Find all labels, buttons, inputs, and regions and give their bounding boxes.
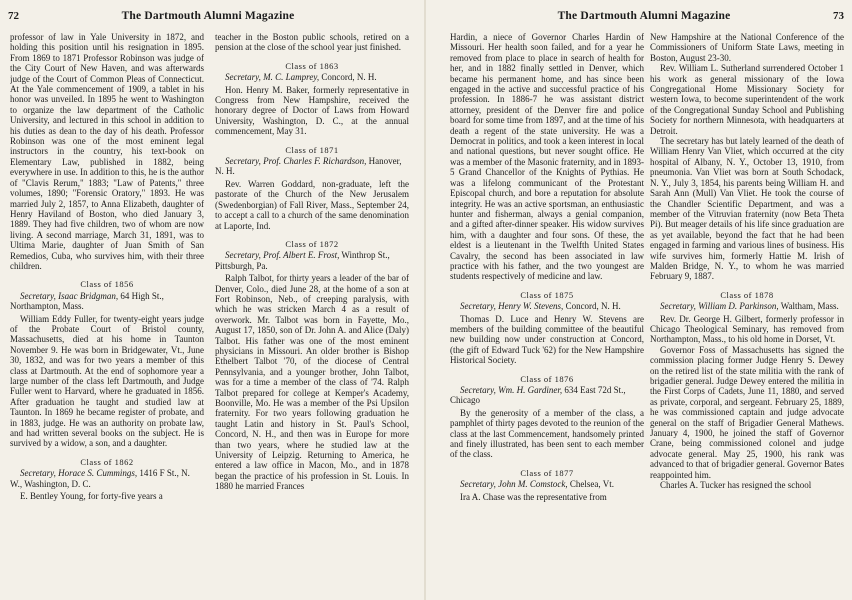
paragraph: Charles A. Tucker has resigned the school [660, 480, 812, 491]
secretary-label: Secretary, William D. Parkinson, [660, 301, 779, 312]
paragraph: Ira A. Chase was the representative from [460, 491, 607, 502]
secretary-label: Secretary, M. C. Lamprey, [225, 72, 320, 83]
page-number: 72 [8, 10, 19, 22]
secretary-label: Secretary, Horace S. Cummings, [20, 468, 138, 479]
secretary-address: Concord, N. H. [321, 72, 377, 83]
paragraph: Hardin, a niece of Governor Charles Hardin of Missouri. Her health soon failed, and for a year he removed from place to place in search of health for her, and in 1882 finally settled in Denver, which became his permanent home, and has since been engaged in the active and successful practice of his profession. In 1886-7 he was assistant district attorney, president of the Denver fire and police board for some time from 1897, and at the time of his death a regent of the state university. He was a Democrat in politics, and took a keen interest in local and national questions, but never sought office. He was a member of the Masonic fraternity, and in 1893-5 Grand Chancellor of the Knights of Pythias. He was a lifelong communicant of the Protestant Episcopal church, and bore a reputation for absolute integrity. He was an active sportsman, an enthusiastic hunter and fisherman, always a genial companion, and a gifted after-dinner speaker. His widow survives him, with a daughter and four sons. Of these, the eldest is a lieutenant in the Twelfth United States Cavalry, the second has been associated in law practice with his father, and the two youngest are students respectively of medicine and law. [450, 32, 644, 282]
secretary-line [10, 291, 204, 312]
class-heading-1863: Class of 1863 [285, 60, 339, 71]
secretary-label: Secretary, Isaac Bridgman, [20, 290, 119, 301]
magazine-title: The Dartmouth Alumni Magazine [121, 10, 295, 22]
left-page [0, 0, 416, 600]
left-column-2 [215, 32, 409, 600]
secretary-label: Secretary, Prof. Charles F. Richardson, [225, 156, 367, 167]
secretary-line [215, 72, 409, 82]
right-column-1 [450, 32, 644, 600]
right-column-2 [650, 32, 844, 600]
secretary-address: Winthrop St., Pittsburgh, Pa. [215, 250, 390, 271]
left-column-1 [10, 32, 204, 600]
secretary-line [10, 468, 204, 489]
right-page-header [444, 10, 844, 24]
magazine-title: The Dartmouth Alumni Magazine [557, 10, 731, 22]
paragraph: Rev. William L. Sutherland surrendered October 1 his work as general missionary of the Iowa Congregational Home Missionary Society for western Iowa, to become superintendent of the work of the Congregational Sunday School and Publishing Society for northern Minnesota, with headquarters at Detroit. [650, 63, 844, 136]
secretary-address: Waltham, Mass. [780, 301, 839, 312]
class-heading-1876: Class of 1876 [520, 373, 574, 384]
class-heading-1872: Class of 1872 [285, 238, 339, 249]
secretary-line [650, 301, 844, 311]
paragraph: By the generosity of a member of the class, a pamphlet of thirty pages devoted to the reunion of the class at the last Commencement, handsomely printed and finely illustrated, has been sent to each member of the class. [450, 407, 644, 460]
secretary-label: Secretary, Prof. Albert E. Frost, [225, 250, 340, 261]
secretary-address: Hanover, N. H. [215, 156, 402, 177]
secretary-line [215, 250, 409, 271]
paragraph: Rev. Warren Goddard, non-graduate, left the pastorate of the Church of the New Jerusalem (Swedenborgian) of Fall River, Mass., September 24, to accept a call to a church of the same denomination at Laporte, Ind. [215, 178, 409, 231]
class-heading-1875: Class of 1875 [520, 289, 574, 300]
secretary-label: Secretary, Wm. H. Gardiner, [460, 385, 563, 395]
paragraph: E. Bentley Young, for forty-five years a [20, 491, 163, 502]
paragraph: professor of law in Yale University in 1872, and holding this position until his resignation in 1895. From 1869 to 1871 Professor Robinson was judge of the City Court of New Haven, and was afterwards judge of the Court of Common Pleas of Connecticut. At the Yale commencement of 1909, a tablet in his honor was unveiled. In 1895 he went to Washington to organize the law department of the Catholic University, and lectured in this school in addition to his duties as dean to the day of his death. Professor Robinson was one of the most eminent legal instructors in the country, his text-book on Elementary Law, published in 1882, being everywhere in use. In addition to this, he is the author of "Clavis Rerum," 1883; "Law of Patents," three volumes, 1890; "Forensic Oratory," 1893. He was married July 2, 1857, to Anna Elizabeth, daughter of Henry Haviland of Boston, who died January 3, 1889. They had five children, two of whom are now living. A second marriage, March 31, 1891, was to Ultima Marie, daughter of Juan Smith of San Remedios, Cuba, who survives him, with their three children. [10, 32, 204, 271]
secretary-line [450, 479, 644, 489]
secretary-line [215, 156, 409, 177]
class-heading-1856: Class of 1856 [80, 279, 134, 290]
left-page-header [8, 10, 408, 24]
paragraph: Ralph Talbot, for thirty years a leader of the bar of Denver, Colo., died June 28, at the home of a son at Fort Robinson, Neb., of creeping paralysis, with which he was stricken March 4 as a result of overwork. Mr. Talbot was born in Fayette, Mo., August 17, 1850, son of Dr. John A. and Alice (Daly) Talbot. His father was one of the most eminent physicians in Missouri. An older brother is Bishop Ethelbert Talbot '70, of the diocese of Central Pennsylvania, and a younger brother, John Talbot, was for a time a member of the class of '74. Ralph Talbot prepared for college at Kemper's Academy, Boonville, Mo. He was a member of the Psi Upsilon fraternity. For two years following graduation he taught Latin and history in St. Paul's School, Concord, N. H., and then was in Europe for more than two years, where he studied law at the University of Leipzig. Returning to America, he entered a law office in Macon, Mo., and in 1878 began the practice of his profession in St. Louis. In 1880 he married Frances [215, 273, 409, 492]
page-gutter [424, 0, 426, 600]
page-number: 73 [833, 10, 844, 22]
secretary-address: Concord, N. H. [565, 301, 621, 312]
paragraph: Thomas D. Luce and Henry W. Stevens are members of the building committee of the beautiful new building now under construction at Concord, (the gift of Edward Tuck '62) for the New Hampshire Historical Society. [450, 313, 644, 366]
paragraph: William Eddy Fuller, for twenty-eight years judge of the Probate Court of Bristol county, Massachusetts, died at his home in Taunton November 9. He was born in Bridgewater, Vt., June 30, 1832, and was for two years a member of this class at Dartmouth. At the end of sophomore year a large number of the class left Dartmouth, and Judge Fuller went to Harvard, where he graduated in 1856. After graduation he taught and studied law at Taunton. In 1869 he became register of probate, and in 1883, judge. He was an authority on probate law, and had written several books on the subject. He is survived by a widow, a son, and a daughter. [10, 313, 204, 449]
paragraph: Hon. Henry M. Baker, formerly representative in Congress from New Hampshire, received the honorary degree of Doctor of Laws from Howard University, Washington, D. C., at the annual commencement, May 31. [215, 84, 409, 137]
secretary-line [450, 385, 644, 406]
right-page [436, 0, 852, 600]
class-heading-1878: Class of 1878 [720, 289, 774, 300]
secretary-label: Secretary, John M. Comstock, [460, 479, 568, 490]
paragraph: New Hampshire at the National Conference of the Commissioners of Uniform State Laws, meeting in Boston, August 23-30. [650, 32, 844, 63]
class-heading-1877: Class of 1877 [520, 467, 574, 478]
paragraph: The secretary has but lately learned of the death of William Henry Van Vliet, which occurred at the city hospital of Albany, N. Y., October 13, 1910, from pneumonia. Van Vliet was born at South Schodack, N. Y., July 3, 1854, his parents being William H. and Sarah Ann (Mull) Van Vliet. He took the course of the Chandler Scientific Department, and was a member of the Vitruvian fraternity (now Beta Theta Pi). But meager details of his life since graduation are as yet available, beyond the fact that he had been engaged in farming and various lines of business. His wife survives him, formerly Hattie M. Irish of Malden Bridge, N. Y., to whom he was married February 9, 1887. [650, 136, 844, 282]
secretary-line [450, 301, 644, 311]
secretary-address: 634 East 72d St., Chicago [450, 385, 626, 406]
paragraph: Rev. Dr. George H. Gilbert, formerly professor in Chicago Theological Seminary, has removed from Northampton, Mass., to his old home in Dorset, Vt. [650, 313, 844, 345]
class-heading-1871: Class of 1871 [285, 144, 339, 155]
secretary-address: 1416 F St., N. W., Washington, D. C. [10, 468, 190, 489]
secretary-label: Secretary, Henry W. Stevens, [460, 301, 564, 312]
paragraph: Governor Foss of Massachusetts has signed the commission placing former Judge Henry S. Dewey on the retired list of the state militia with the rank of brigadier general. Judge Dewey entered the militia in the First Corps of Cadets, June 11, 1880, and served as private, corporal, and sergeant. February 25, 1889, he was commissioned captain and judge advocate general on the staff of Brigadier General Mathews. January 4, 1900, he joined the staff of Governor Crane, being commissioned colonel and judge advocate general. May 25, 1900, his rank was advanced to that of brigadier general. Governor Bates reappointed him. [650, 344, 844, 480]
secretary-address: Chelsea, Vt. [569, 479, 614, 490]
secretary-address: 64 High St., Northampton, Mass. [10, 290, 164, 312]
class-heading-1862: Class of 1862 [80, 456, 134, 467]
paragraph: teacher in the Boston public schools, retired on a pension at the close of the school year just finished. [215, 32, 409, 53]
